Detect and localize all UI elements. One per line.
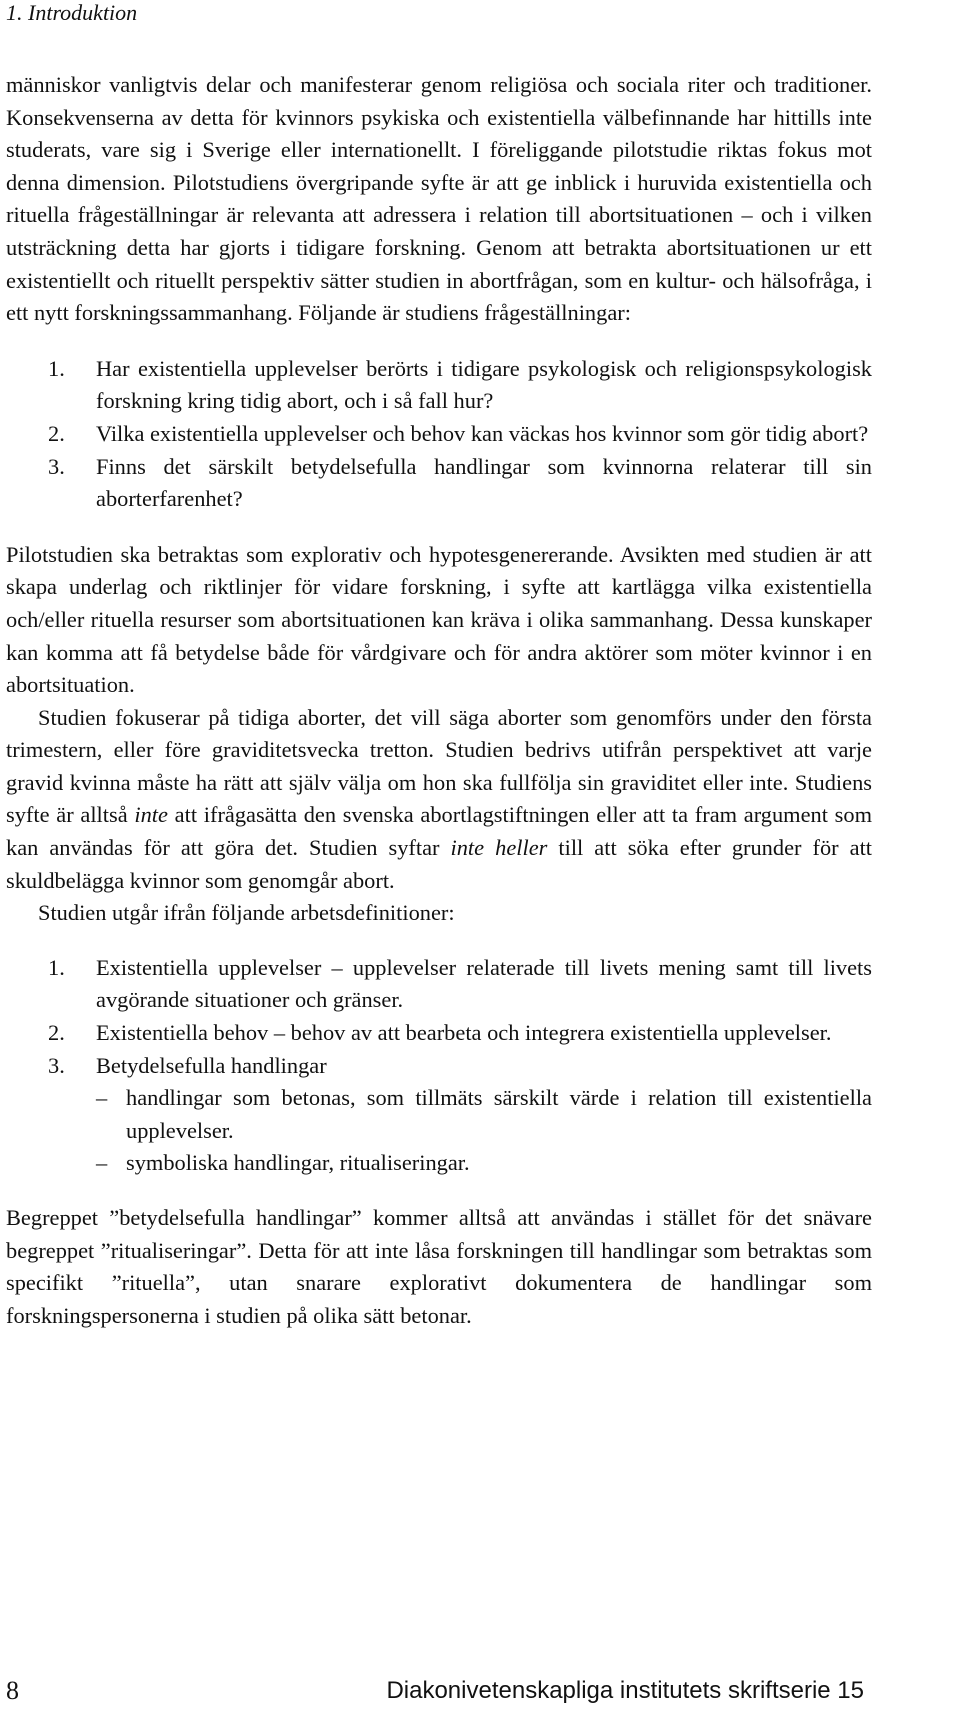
list-number: 3.	[48, 453, 65, 479]
list-item	[6, 1050, 872, 1083]
sub-list-text: symboliska handlingar, ritualiseringar.	[126, 1150, 470, 1176]
paragraph-purpose: Pilotstudien ska betraktas som explorativ och hypotesgenererande. Avsikten med studien är att skapa underlag och riktlinjer för vidare forskning, i syfte att kartlägga vilka existentiella och/eller rituella resurser som abortsituationen kan kräva i olika sammanhang. Dessa kunskaper kan komma att få betydelse både för vårdgivare och för andra aktörer som möter kvinnor i en abortsituation.	[6, 541, 872, 698]
paragraph-intro: människor vanligtvis delar och manifesterar genom religiösa och sociala riter och traditioner. Konsekvenserna av detta för kvinnors psykiska och existentiella välbefinnande har hittills inte studerats, vare sig i Sverige eller internationellt. I föreliggande pilotstudie riktas fokus mot denna dimension. Pilotstudiens övergripande syfte är att ge inblick i huruvida existentiella och rituella frågeställningar är relevanta att adressera i relation till abortsituationen – och i vilken utsträckning detta har gjorts i tidigare forskning. Genom att betrakta abortsituationen ur ett existentiellt och rituellt perspektiv sätter studien in abortfrågan, som en kultur- och hälsofråga, i ett nytt forskningssammanhang. Följande är studiens frågeställningar:	[6, 72, 872, 326]
series-title: Diakonivetenskapliga institutets skriftserie 15	[386, 1677, 864, 1704]
list-item	[6, 451, 872, 516]
list-item	[6, 353, 872, 418]
list-item	[6, 1017, 872, 1050]
definitions-list	[6, 952, 872, 1082]
paragraph-definitions-intro: Studien utgår ifrån följande arbetsdefinitioner:	[38, 900, 455, 926]
list-text: Betydelsefulla handlingar	[96, 1052, 327, 1078]
sub-list	[6, 1082, 872, 1180]
sub-list-text: handlingar som betonas, som tillmäts särskilt värde i relation till existentiella upplevelser.	[126, 1085, 872, 1143]
list-text: Vilka existentiella upplevelser och behov kan väckas hos kvinnor som gör tidig abort?	[96, 420, 869, 446]
list-text: Finns det särskilt betydelsefulla handlingar som kvinnorna relaterar till sin aborterfarenhet?	[96, 453, 872, 512]
text-run: till att söka efter grunder för att skuldbelägga kvinnor som genomgår abort.	[6, 835, 873, 893]
list-number: 2.	[48, 1020, 65, 1046]
list-text: Existentiella behov – behov av att bearbeta och integrera existentiella upplevelser.	[96, 1020, 832, 1046]
emphasis: inte	[134, 802, 168, 828]
dash-marker: –	[96, 1085, 108, 1111]
emphasis: inte heller	[450, 835, 548, 861]
list-item	[6, 418, 872, 451]
research-questions-list	[6, 353, 872, 516]
list-text: Existentiella upplevelser – upplevelser relaterade till livets mening samt till livets avgörande situationer och gränser.	[96, 954, 872, 1013]
text-run: Studien fokuserar på tidiga aborter, det vill säga aborter som genomförs under den första trimestern, eller före graviditetsvecka tretton. Studien bedrivs utifrån perspektivet att varje gravid kvinna måste ha rätt att själv välja om hon ska fullfölja sin graviditet eller inte. Studiens syfte är alltså	[6, 704, 872, 828]
list-number: 2.	[48, 420, 65, 446]
text-run: att ifrågasätta den svenska abortlagstiftningen eller att ta fram argument som kan användas för att göra det. Studien syftar	[6, 802, 872, 861]
paragraph-concept: Begreppet ”betydelsefulla handlingar” kommer alltså att användas i stället för det snävare begreppet ”ritualiseringar”. Detta för att inte låsa forskningen till handlingar som betraktas som specifikt ”rituella”, utan snarare explorativt dokumentera de handlingar som forskningspersonerna i studien på olika sätt betonar.	[6, 1205, 872, 1328]
list-text: Har existentiella upplevelser berörts i tidigare psykologisk och religionspsykologisk forskning kring tidig abort, och i så fall hur?	[96, 355, 872, 414]
sub-list-item	[6, 1147, 872, 1180]
list-item	[6, 952, 872, 1017]
page-number: 8	[6, 1676, 19, 1705]
list-number: 1.	[48, 355, 65, 381]
paragraph-focus	[6, 702, 872, 898]
list-number: 1.	[48, 954, 65, 980]
sub-list-item	[6, 1082, 872, 1147]
page-body	[6, 69, 872, 1332]
dash-marker: –	[96, 1150, 108, 1176]
list-number: 3.	[48, 1052, 65, 1078]
running-header: 1. Introduktion	[6, 0, 138, 25]
